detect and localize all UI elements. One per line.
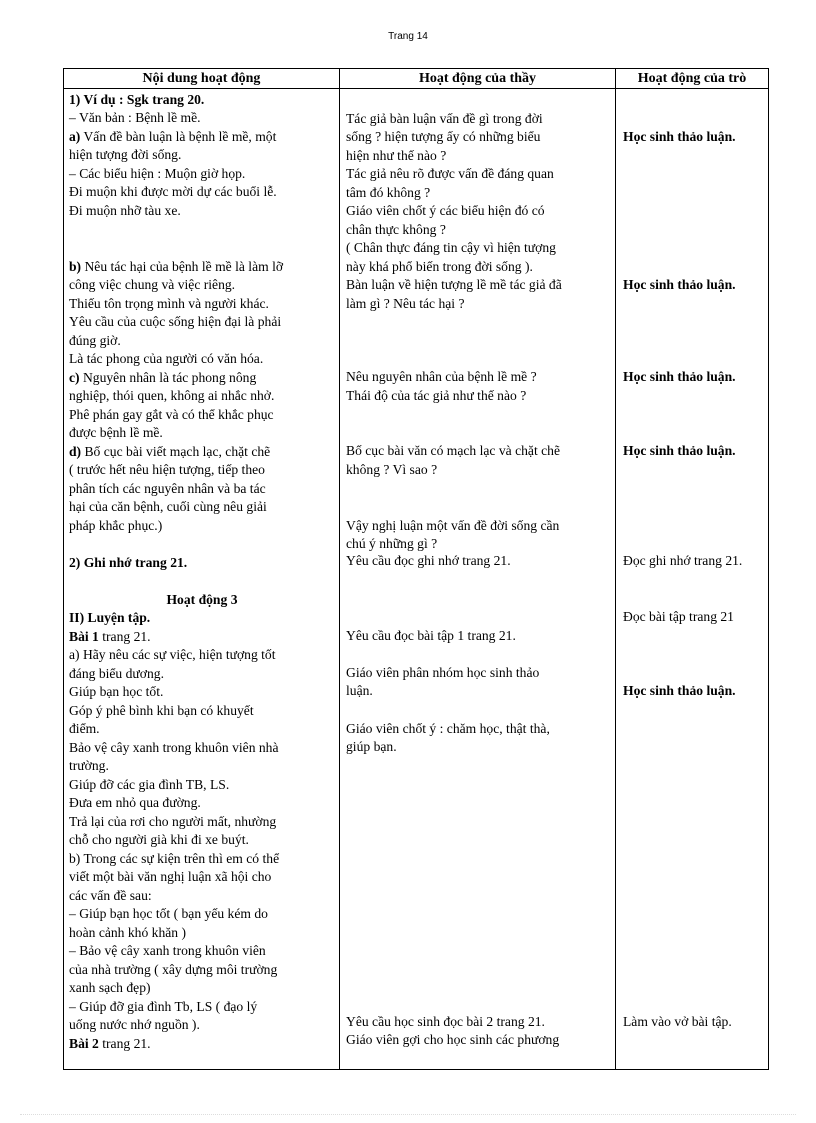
text-line: đúng giờ.: [69, 333, 121, 348]
text-line: các vấn đề sau:: [69, 888, 152, 903]
text-line: Bài 2 trang 21.: [69, 1036, 151, 1051]
text-line: tâm đó không ?: [346, 185, 431, 200]
text-line: Đi muộn nhỡ tàu xe.: [69, 203, 181, 218]
text-line: Bố cục bài văn có mạch lạc và chặt chẽ: [346, 443, 560, 458]
text-line: Học sinh thảo luận.: [623, 443, 736, 458]
page-bottom-rule: [20, 1114, 796, 1115]
text-line: Yêu cầu của cuộc sống hiện đại là phải: [69, 314, 282, 329]
text-line: Thái độ của tác giả như thế nào ?: [346, 388, 527, 403]
text-line: a) Vấn đề bàn luận là bệnh lề mề, một: [69, 129, 277, 144]
text-line: – Bảo vệ cây xanh trong khuôn viên: [69, 943, 266, 958]
text-line: viết một bài văn nghị luận xã hội cho: [69, 869, 272, 884]
text-line: chỗ cho người già khi đi xe buýt.: [69, 832, 249, 847]
text-line: Tác giả bàn luận vấn đề gì trong đời: [346, 111, 543, 126]
text-line: II) Luyện tập.: [69, 610, 151, 625]
text-line: Đưa em nhỏ qua đường.: [69, 795, 201, 810]
text-line: Yêu cầu đọc bài tập 1 trang 21.: [346, 628, 516, 643]
table-header-row: [64, 69, 769, 89]
text-line: Học sinh thảo luận.: [623, 129, 736, 144]
text-line: Làm vào vở bài tập.: [623, 1014, 732, 1029]
text-line: Học sinh thảo luận.: [623, 277, 736, 292]
text-line: hại của căn bệnh, cuối cùng nêu giải: [69, 499, 267, 514]
text-line: 2) Ghi nhớ trang 21.: [69, 555, 188, 570]
text-line: – Các biểu hiện : Muộn giờ họp.: [69, 166, 246, 181]
text-line: chú ý những gì ?: [346, 536, 438, 551]
text-line: Bài 1 trang 21.: [69, 629, 151, 644]
text-line: hiện như thế nào ?: [346, 148, 447, 163]
text-line: Đi muộn khi được mời dự các buổi lễ.: [69, 184, 277, 199]
text-line: Giúp bạn học tốt.: [69, 684, 164, 699]
text-line: – Giúp bạn học tốt ( bạn yếu kém do: [69, 906, 268, 921]
text-line: Giáo viên gợi cho học sinh các phương: [346, 1032, 560, 1047]
text-line: Đọc bài tập trang 21: [623, 609, 734, 624]
text-line: hoàn cảnh khó khăn ): [69, 925, 187, 940]
text-line: b) Nêu tác hại của bệnh lề mề là làm lỡ: [69, 259, 284, 274]
text-line: Tác giả nêu rõ được vấn đề đáng quan: [346, 166, 554, 181]
text-line: a) Hãy nêu các sự việc, hiện tượng tốt: [69, 647, 276, 662]
text-line: được bệnh lề mề.: [69, 425, 163, 440]
text-line: điểm.: [69, 721, 100, 736]
text-line: trường.: [69, 758, 109, 773]
text-line: Nêu nguyên nhân của bệnh lề mề ?: [346, 369, 537, 384]
text-line: c) Nguyên nhân là tác phong nông: [69, 370, 257, 385]
text-line: làm gì ? Nêu tác hại ?: [346, 296, 465, 311]
text-line: công việc chung và việc riêng.: [69, 277, 236, 292]
text-line: b) Trong các sự kiện trên thì em có thể: [69, 851, 280, 866]
text-line: Thiếu tôn trọng mình và người khác.: [69, 296, 269, 311]
table-row: [64, 89, 769, 1070]
text-line: Giúp đỡ các gia đình TB, LS.: [69, 777, 230, 792]
text-line: sống ? hiện tượng ấy có những biểu: [346, 129, 541, 144]
header-teacher: Hoạt động của thầy: [340, 69, 616, 89]
text-line: xanh sạch đẹp): [69, 980, 151, 995]
teacher-cell: [340, 89, 616, 1070]
text-line: d) Bố cục bài viết mạch lạc, chặt chẽ: [69, 444, 271, 459]
text-line: pháp khắc phục.): [69, 518, 163, 533]
text-line: này khá phổ biến trong đời sống ).: [346, 259, 533, 274]
header-content: Nội dung hoạt động: [64, 69, 340, 89]
text-line: giúp bạn.: [346, 739, 397, 754]
text-line: luận.: [346, 683, 373, 698]
text-line: đáng biểu dương.: [69, 666, 164, 681]
text-line: Giáo viên chốt ý : chăm học, thật thà,: [346, 721, 550, 736]
text-line: nghiệp, thói quen, không ai nhắc nhở.: [69, 388, 275, 403]
text-line: Là tác phong của người có văn hóa.: [69, 351, 264, 366]
lesson-table: [63, 68, 769, 1070]
text-line: ( trước hết nêu hiện tượng, tiếp theo: [69, 462, 265, 477]
text-line: Giáo viên chốt ý các biểu hiện đó có: [346, 203, 545, 218]
text-line: Góp ý phê bình khi bạn có khuyết: [69, 703, 254, 718]
text-line: chân thực không ?: [346, 222, 446, 237]
page-header: Trang 14: [388, 31, 428, 42]
text-line: Bảo vệ cây xanh trong khuôn viên nhà: [69, 740, 279, 755]
text-line: Đọc ghi nhớ trang 21.: [623, 553, 743, 568]
student-cell: [616, 89, 769, 1070]
text-line: – Văn bản : Bệnh lề mề.: [69, 110, 201, 125]
text-line: Vậy nghị luận một vấn đề đời sống cần: [346, 518, 560, 533]
text-line: Học sinh thảo luận.: [623, 683, 736, 698]
text-line: phân tích các nguyên nhân và ba tác: [69, 481, 266, 496]
text-line: – Giúp đỡ gia đình Tb, LS ( đạo lý: [69, 999, 258, 1014]
header-student: Hoạt động của trò: [616, 69, 769, 89]
text-line: Bàn luận về hiện tượng lề mề tác giả đã: [346, 277, 562, 292]
content-cell: [64, 89, 340, 1070]
text-line: Học sinh thảo luận.: [623, 369, 736, 384]
text-line: Yêu cầu đọc ghi nhớ trang 21.: [346, 553, 511, 568]
text-line: Yêu cầu học sinh đọc bài 2 trang 21.: [346, 1014, 545, 1029]
section-heading: Hoạt động 3: [166, 592, 238, 607]
text-line: hiện tượng đời sống.: [69, 147, 182, 162]
text-line: ( Chân thực đáng tin cậy vì hiện tượng: [346, 240, 556, 255]
text-line: của nhà trường ( xây dựng môi trường: [69, 962, 278, 977]
text-line: không ? Vì sao ?: [346, 462, 438, 477]
text-line: uống nước nhớ nguồn ).: [69, 1017, 200, 1032]
text-line: 1) Ví dụ : Sgk trang 20.: [69, 92, 205, 107]
text-line: Trả lại của rơi cho người mất, nhường: [69, 814, 277, 829]
text-line: Phê phán gay gắt và có thể khắc phục: [69, 407, 274, 422]
text-line: Giáo viên phân nhóm học sinh thảo: [346, 665, 540, 680]
